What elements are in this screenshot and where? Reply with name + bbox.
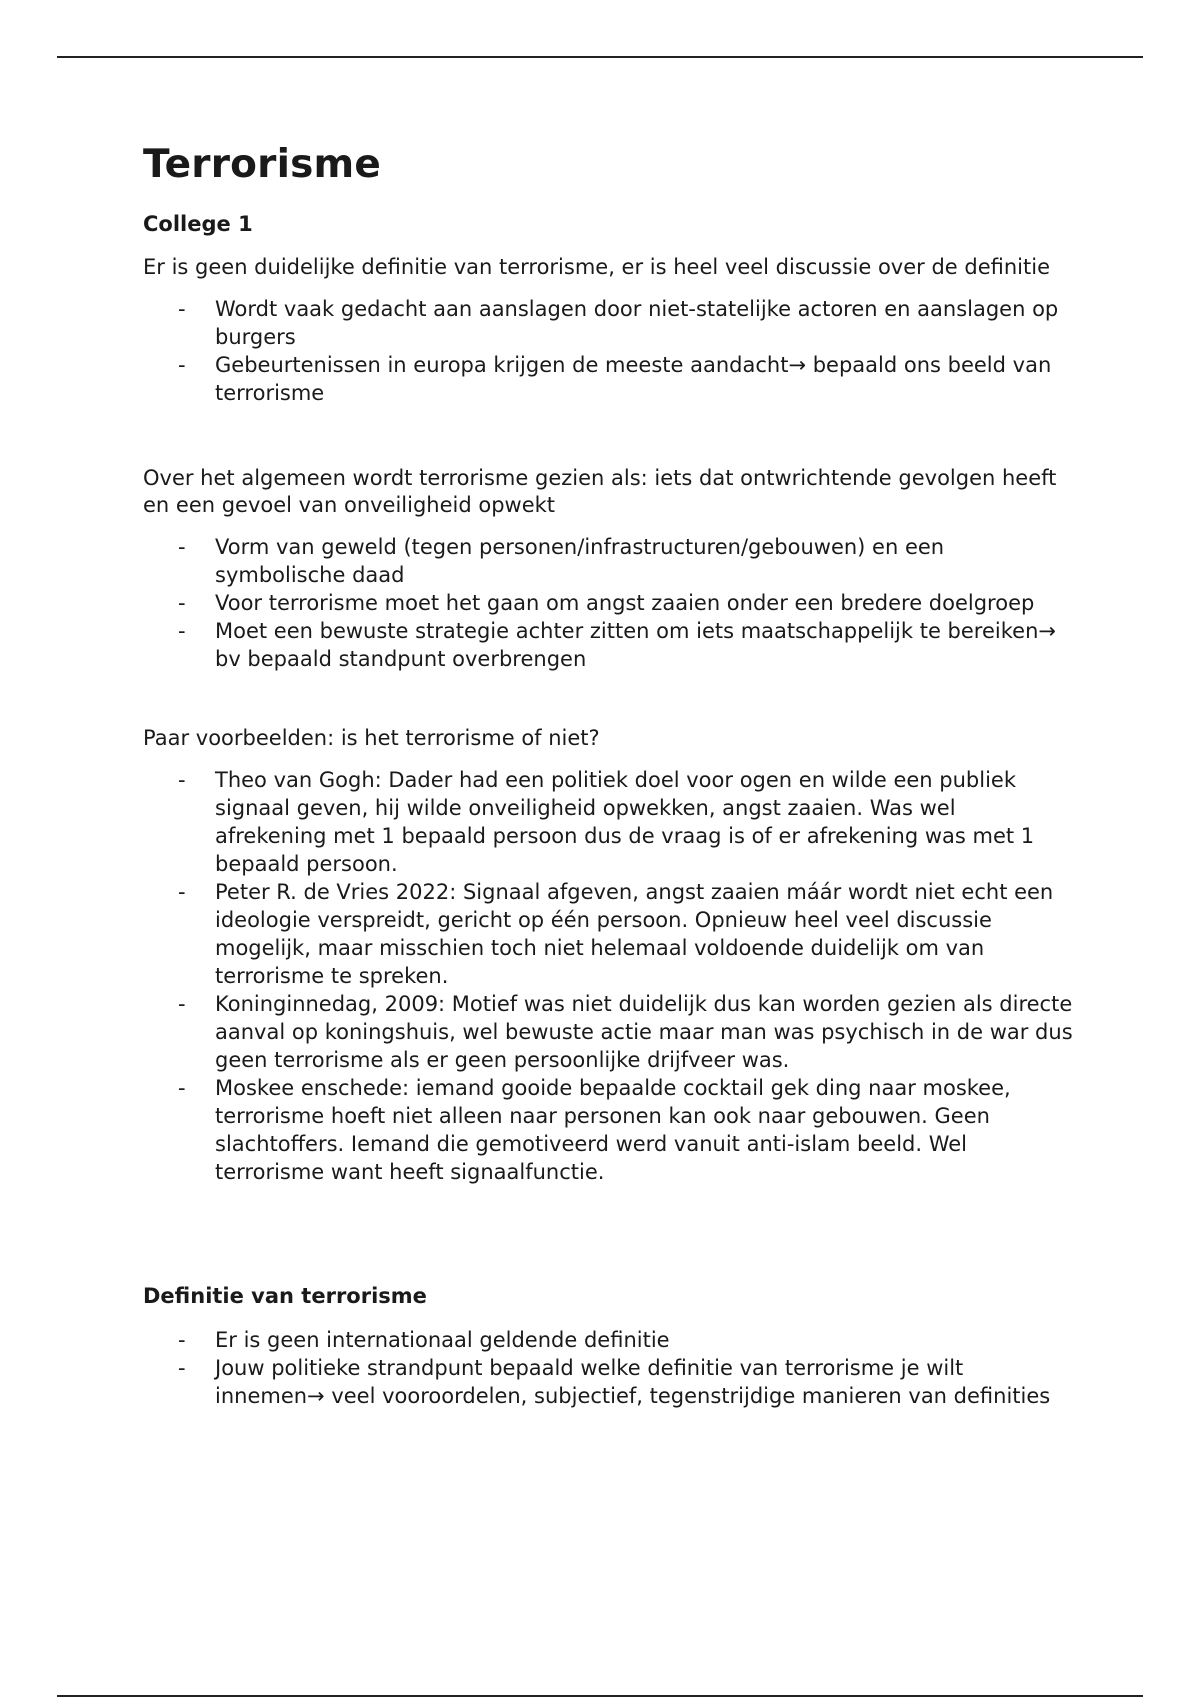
bullet-dash: -	[178, 992, 186, 1016]
examples-list	[143, 766, 1073, 1186]
bullet-dash: -	[178, 1328, 186, 1352]
bullet-dash: -	[178, 619, 186, 643]
general-paragraph: Over het algemeen wordt terrorisme gezien als: iets dat ontwrichtende gevolgen heeft en een gevoel van onveiligheid opwekt	[143, 466, 1057, 517]
list-item-text: Voor terrorisme moet het gaan om angst zaaien onder een bredere doelgroep	[215, 591, 1035, 615]
bullet-dash: -	[178, 1076, 186, 1100]
intro-list	[143, 295, 1073, 407]
document-title: Terrorisme	[143, 142, 382, 187]
college-heading: College 1	[143, 212, 253, 236]
list-item	[143, 1326, 1073, 1354]
bullet-dash: -	[178, 297, 186, 321]
bottom-rule	[57, 1695, 1143, 1697]
definition-heading: Definitie van terrorisme	[143, 1284, 427, 1308]
list-item-text: Vorm van geweld (tegen personen/infrastructuren/gebouwen) en een symbolische daad	[215, 535, 945, 587]
bullet-dash: -	[178, 591, 186, 615]
list-item	[143, 878, 1073, 990]
list-item	[143, 617, 1073, 673]
list-item-text: Gebeurtenissen in europa krijgen de meeste aandacht→ bepaald ons beeld van terrorisme	[215, 353, 1052, 405]
spacer	[143, 1186, 1073, 1282]
general-list	[143, 533, 1073, 673]
bullet-dash: -	[178, 880, 186, 904]
list-item	[143, 766, 1073, 878]
list-item	[143, 589, 1073, 617]
list-item	[143, 1074, 1073, 1186]
list-item-text: Er is geen internationaal geldende definitie	[215, 1328, 670, 1352]
definition-list	[143, 1326, 1073, 1410]
spacer	[143, 407, 1073, 465]
document-body	[143, 140, 1073, 1410]
list-item	[143, 533, 1073, 589]
list-item-text: Moet een bewuste strategie achter zitten om iets maatschappelijk te bereiken→ bv bepaald standpunt overbrengen	[215, 619, 1056, 671]
list-item	[143, 351, 1073, 407]
list-item	[143, 1354, 1073, 1410]
intro-paragraph: Er is geen duidelijke definitie van terrorisme, er is heel veel discussie over de definitie	[143, 255, 1050, 279]
spacer	[143, 673, 1073, 725]
list-item-text: Koninginnedag, 2009: Motief was niet duidelijk dus kan worden gezien als directe aanval op koningshuis, wel bewuste actie maar man was psychisch in de war dus geen terrorisme als er geen persoonlijke drijfveer was.	[215, 992, 1073, 1072]
bullet-dash: -	[178, 535, 186, 559]
list-item-text: Theo van Gogh: Dader had een politiek doel voor ogen en wilde een publiek signaal geven, hij wilde onveiligheid opwekken, angst zaaien. Was wel afrekening met 1 bepaald persoon dus de vraag is of er afrekening was met 1 bepaald persoon.	[215, 768, 1035, 876]
bullet-dash: -	[178, 1356, 186, 1380]
list-item	[143, 295, 1073, 351]
list-item-text: Peter R. de Vries 2022: Signaal afgeven, angst zaaien máár wordt niet echt een ideologie verspreidt, gericht op één persoon. Opnieuw heel veel discussie mogelijk, maar misschien toch niet helemaal voldoende duidelijk om van terrorisme te spreken.	[215, 880, 1054, 988]
bullet-dash: -	[178, 353, 186, 377]
bullet-dash: -	[178, 768, 186, 792]
list-item	[143, 990, 1073, 1074]
list-item-text: Moskee enschede: iemand gooide bepaalde cocktail gek ding naar moskee, terrorisme hoeft niet alleen naar personen kan ook naar gebouwen. Geen slachtoffers. Iemand die gemotiveerd werd vanuit anti-islam beeld. Wel terrorisme want heeft signaalfunctie.	[215, 1076, 1011, 1184]
top-rule	[57, 56, 1143, 58]
list-item-text: Jouw politieke strandpunt bepaald welke definitie van terrorisme je wilt innemen→ veel vooroordelen, subjectief, tegenstrijdige manieren van definities	[215, 1356, 1051, 1408]
examples-paragraph: Paar voorbeelden: is het terrorisme of niet?	[143, 726, 600, 750]
list-item-text: Wordt vaak gedacht aan aanslagen door niet-statelijke actoren en aanslagen op burgers	[215, 297, 1059, 349]
